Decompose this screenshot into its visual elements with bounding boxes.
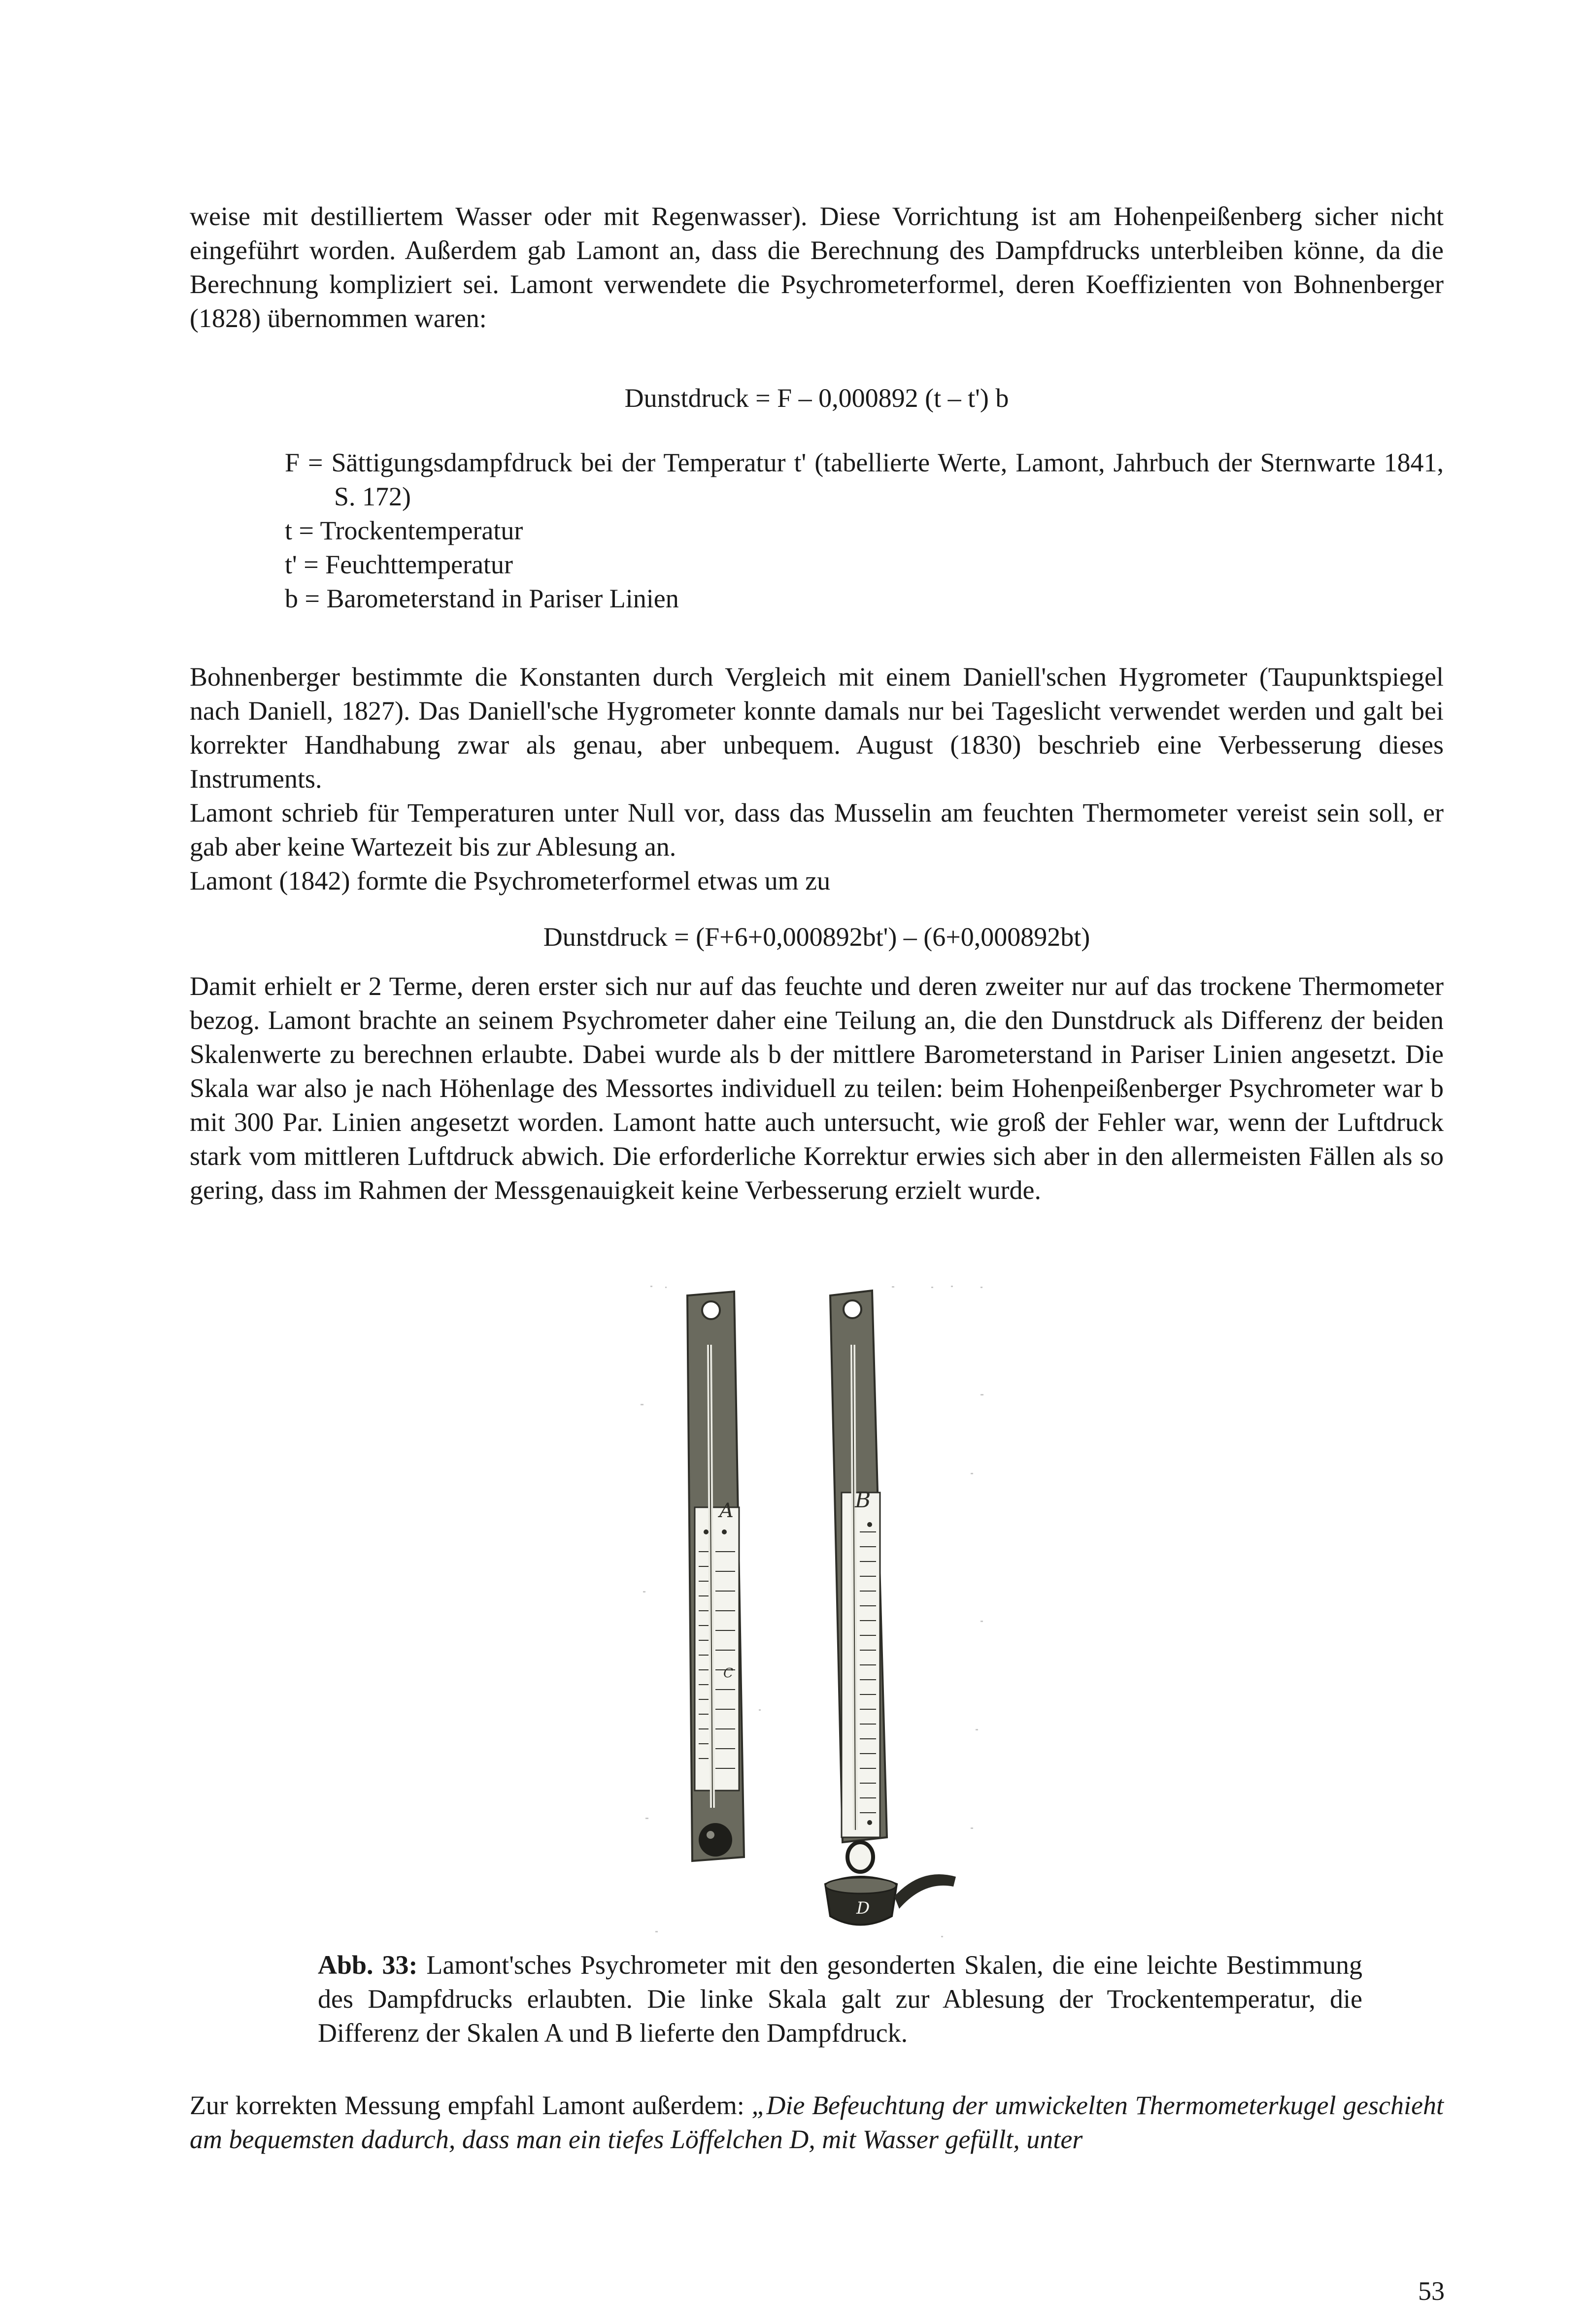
paragraph-1: weise mit destilliertem Wasser oder mit Regenwasser). Diese Vorrichtung ist am Hohenpeißenberg sicher nicht eingeführt worden. Außerdem gab Lamont an, dass die Berechnung des Dampfdrucks unterbleiben könne, da die Berechnung kompliziert sei. Lamont verwendete die Psychrometerformel, deren Koeffizienten von Bohnenberger (1828) übernommen waren:: [190, 201, 1444, 333]
definition-b: b = Barometerstand in Pariser Linien: [285, 584, 679, 613]
paragraph-3: Lamont schrieb für Temperaturen unter Null vor, dass das Musselin am feuchten Thermometer vereist sein soll, er gab aber keine Wartezeit bis zur Ablesung an.: [190, 798, 1444, 862]
paragraph-4: Lamont (1842) formte die Psychrometerformel etwas um zu: [190, 866, 831, 896]
caption-label: Abb. 33:: [318, 1950, 418, 1980]
paragraph-6: [190, 2089, 1444, 2157]
paragraph-2: Bohnenberger bestimmte die Konstanten durch Vergleich mit einem Daniell'schen Hygrometer (Taupunktspiegel nach Daniell, 1827). Das Daniell'sche Hygrometer konnte damals nur bei Tageslicht verwendet werden und galt bei korrekter Handhabung zwar als genau, aber unbequem. August (1830) beschrieb eine Verbesserung dieses Instruments.: [190, 662, 1444, 794]
definition-F: F = Sättigungsdampfdruck bei der Temperatur t' (tabellierte Werte, Lamont, Jahrbuch der Sternwarte 1841, S. 172): [285, 448, 1444, 511]
thermometer-right: [825, 1291, 956, 1925]
psychrometer-illustration: [636, 1276, 1005, 1956]
scale-label-A: A: [719, 1499, 734, 1522]
page-number: 53: [1418, 2276, 1445, 2306]
formula-1: Dunstdruck = F – 0,000892 (t – t') b: [624, 383, 1009, 413]
paragraph-6-intro: Zur korrekten Messung empfahl Lamont außerdem:: [190, 2091, 752, 2120]
definition-t: t = Trockentemperatur: [285, 516, 523, 545]
formula-2: Dunstdruck = (F+6+0,000892bt') – (6+0,000892bt): [543, 922, 1090, 952]
figure-caption: [318, 1948, 1362, 2050]
paragraph-group-2: [190, 660, 1444, 898]
definition-t-prime: t' = Feuchttemperatur: [285, 550, 513, 579]
scale-label-C: C: [723, 1666, 733, 1681]
scale-label-B: B: [855, 1488, 871, 1513]
psychrometer-figure: [636, 1276, 1005, 1956]
paragraph-6-quote: „Die Befeuchtung der umwickelten Thermometerkugel geschieht am bequemsten dadurch, dass man ein tiefes Löffelchen D, mit Wasser gefüllt, unter: [190, 2091, 1444, 2154]
spoon-label-D: D: [856, 1898, 870, 1918]
definition-list: [285, 446, 1444, 616]
caption-text: Lamont'sches Psychrometer mit den gesonderten Skalen, die eine leichte Bestimmung des Dampfdrucks erlaubten. Die linke Skala galt zur Ablesung der Trockentemperatur, die Differenz der Skalen A und B lieferte den Dampfdruck.: [318, 1950, 1363, 2048]
thermometer-left: [687, 1292, 744, 1861]
paragraph-5: Damit erhielt er 2 Terme, deren erster sich nur auf das feuchte und deren zweiter nur auf das trockene Thermometer bezog. Lamont brachte an seinem Psychrometer daher eine Teilung an, die den Dunstdruck als Differenz der beiden Skalenwerte zu berechnen erlaubte. Dabei wurde als b der mittlere Barometerstand in Pariser Linien angesetzt. Die Skala war also je nach Höhenlage des Messortes individuell zu teilen: beim Hohenpeißenberger Psychrometer war b mit 300 Par. Linien angesetzt worden. Lamont hatte auch untersucht, wie groß der Fehler war, wenn der Luftdruck stark vom mittleren Luftdruck abwich. Die erforderliche Korrektur erwies sich aber in den allermeisten Fällen als so gering, dass im Rahmen der Messgenauigkeit keine Verbesserung erzielt wurde.: [190, 971, 1444, 1205]
